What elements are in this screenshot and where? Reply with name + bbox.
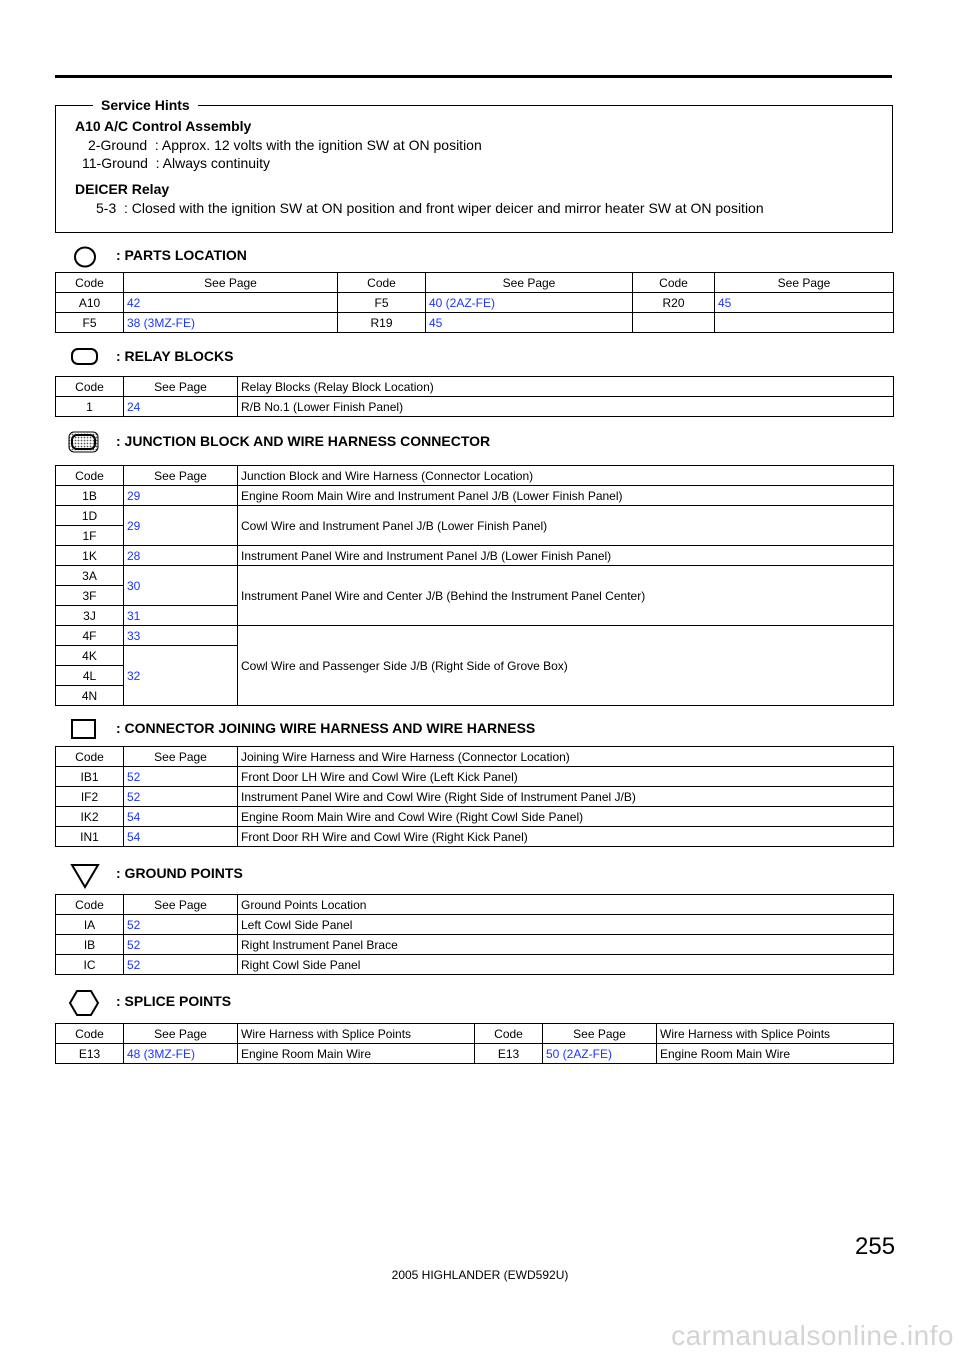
header-cell: Junction Block and Wire Harness (Connector Location) (238, 466, 894, 486)
page-link[interactable]: 32 (124, 646, 238, 706)
relay-blocks-title: : RELAY BLOCKS (116, 348, 234, 364)
code-cell: A10 (56, 293, 124, 313)
code-cell: 3J (56, 606, 124, 626)
hint-line: 5-3 : Closed with the ignition SW at ON position and front wiper deicer and mirror heater SW at ON position (96, 200, 764, 216)
description-cell: Left Cowl Side Panel (238, 915, 894, 935)
page-link[interactable]: 40 (2AZ-FE) (426, 293, 633, 313)
watermark-logo: carmanualsonline.info (671, 1320, 954, 1351)
junction-block-table (55, 465, 894, 706)
page-link[interactable]: 54 (124, 827, 238, 847)
service-hints-title: Service Hints (93, 97, 198, 113)
table-row (56, 397, 894, 417)
table-row (56, 935, 894, 955)
table-header-row (56, 1024, 894, 1044)
header-cell: Wire Harness with Splice Points (238, 1024, 475, 1044)
code-cell: 1K (56, 546, 124, 566)
header-cell: Wire Harness with Splice Points (657, 1024, 894, 1044)
code-cell: 4K (56, 646, 124, 666)
table-row (56, 767, 894, 787)
table-row (56, 546, 894, 566)
header-cell: Ground Points Location (238, 895, 894, 915)
description-cell: Instrument Panel Wire and Instrument Panel J/B (Lower Finish Panel) (238, 546, 894, 566)
page-link[interactable]: 52 (124, 915, 238, 935)
header-cell: Code (56, 466, 124, 486)
header-cell: See Page (715, 273, 894, 293)
table-row (56, 293, 894, 313)
page-link[interactable]: 52 (124, 787, 238, 807)
page-link[interactable]: 33 (124, 626, 238, 646)
header-cell: Code (56, 747, 124, 767)
table-row (56, 827, 894, 847)
code-cell: IK2 (56, 807, 124, 827)
description-cell: Right Instrument Panel Brace (238, 935, 894, 955)
header-cell: Code (56, 1024, 124, 1044)
header-cell: See Page (124, 747, 238, 767)
code-cell: IB (56, 935, 124, 955)
parts-location-table (55, 272, 894, 333)
table-row (56, 486, 894, 506)
page-link[interactable] (715, 313, 894, 333)
hint-heading-deicer: DEICER Relay (75, 181, 170, 197)
code-cell: IF2 (56, 787, 124, 807)
code-cell: R20 (633, 293, 715, 313)
table-header-row (56, 747, 894, 767)
top-rule (55, 75, 892, 78)
footer-model-label: 2005 HIGHLANDER (EWD592U) (391, 1268, 569, 1282)
code-cell: R19 (338, 313, 426, 333)
code-cell: 1F (56, 526, 124, 546)
header-cell: Code (56, 273, 124, 293)
hint-line: 2-Ground : Approx. 12 volts with the ignition SW at ON position (88, 137, 482, 153)
description-cell: Engine Room Main Wire and Cowl Wire (Right Cowl Side Panel) (238, 807, 894, 827)
ground-point-symbol-icon (70, 862, 100, 890)
relay-block-symbol-icon (70, 346, 100, 368)
header-cell: Code (475, 1024, 543, 1044)
code-cell: F5 (338, 293, 426, 313)
table-row (56, 313, 894, 333)
page-link[interactable]: 45 (426, 313, 633, 333)
page-link[interactable]: 30 (124, 566, 238, 606)
description-cell: Cowl Wire and Passenger Side J/B (Right Side of Grove Box) (238, 626, 894, 706)
code-cell: E13 (475, 1044, 543, 1064)
description-cell: Instrument Panel Wire and Cowl Wire (Right Side of Instrument Panel J/B) (238, 787, 894, 807)
code-cell: F5 (56, 313, 124, 333)
header-cell: Joining Wire Harness and Wire Harness (Connector Location) (238, 747, 894, 767)
header-cell: See Page (124, 466, 238, 486)
code-cell: 3F (56, 586, 124, 606)
relay-blocks-table (55, 376, 894, 417)
table-row (56, 506, 894, 526)
header-cell: Code (338, 273, 426, 293)
header-cell: See Page (426, 273, 633, 293)
code-cell: IN1 (56, 827, 124, 847)
page-link[interactable]: 24 (124, 397, 238, 417)
code-cell: 4F (56, 626, 124, 646)
hint-line: 11-Ground : Always continuity (82, 155, 271, 171)
description-cell: Front Door LH Wire and Cowl Wire (Left Kick Panel) (238, 767, 894, 787)
code-cell: IA (56, 915, 124, 935)
code-cell (633, 313, 715, 333)
description-cell: Engine Room Main Wire (238, 1044, 475, 1064)
header-cell: Relay Blocks (Relay Block Location) (238, 377, 894, 397)
ground-points-title: : GROUND POINTS (116, 865, 243, 881)
page-link[interactable]: 48 (3MZ-FE) (124, 1044, 238, 1064)
code-cell: 1B (56, 486, 124, 506)
table-header-row (56, 377, 894, 397)
code-cell: 4L (56, 666, 124, 686)
header-cell: See Page (124, 273, 338, 293)
page-link[interactable]: 42 (124, 293, 338, 313)
connector-joining-title: : CONNECTOR JOINING WIRE HARNESS AND WIRE HARNESS (116, 720, 536, 736)
table-row (56, 915, 894, 935)
code-cell: E13 (56, 1044, 124, 1064)
page-link[interactable]: 29 (124, 486, 238, 506)
header-cell: See Page (124, 895, 238, 915)
code-cell: IB1 (56, 767, 124, 787)
connector-joining-symbol-icon (70, 718, 98, 740)
header-cell: Code (633, 273, 715, 293)
table-header-row (56, 895, 894, 915)
page-number: 255 (855, 1233, 896, 1260)
header-cell: See Page (124, 377, 238, 397)
page-link[interactable]: 52 (124, 955, 238, 975)
code-cell: IC (56, 955, 124, 975)
splice-point-symbol-icon (68, 988, 100, 1018)
description-cell: Right Cowl Side Panel (238, 955, 894, 975)
table-row (56, 787, 894, 807)
table-row (56, 626, 894, 646)
description-cell: Engine Room Main Wire (657, 1044, 894, 1064)
description-cell: Cowl Wire and Instrument Panel J/B (Lower Finish Panel) (238, 506, 894, 546)
page-link[interactable]: 52 (124, 935, 238, 955)
page-link[interactable]: 45 (715, 293, 894, 313)
connector-joining-table (55, 746, 894, 847)
header-cell: Code (56, 895, 124, 915)
table-row (56, 955, 894, 975)
page-link[interactable]: 52 (124, 767, 238, 787)
page-link[interactable]: 54 (124, 807, 238, 827)
table-row (56, 566, 894, 586)
page-link[interactable]: 38 (3MZ-FE) (124, 313, 338, 333)
code-cell: 3A (56, 566, 124, 586)
ground-points-table (55, 894, 894, 975)
splice-points-title: : SPLICE POINTS (116, 993, 232, 1009)
junction-block-symbol-icon (68, 430, 100, 454)
parts-location-symbol-icon (72, 245, 98, 269)
header-cell: Code (56, 377, 124, 397)
description-cell: Front Door RH Wire and Cowl Wire (Right Kick Panel) (238, 827, 894, 847)
code-cell: 1D (56, 506, 124, 526)
hint-heading-a10: A10 A/C Control Assembly (75, 118, 252, 134)
description-cell: Instrument Panel Wire and Center J/B (Behind the Instrument Panel Center) (238, 566, 894, 626)
page-link[interactable]: 31 (124, 606, 238, 626)
page-link[interactable]: 29 (124, 506, 238, 546)
page-link[interactable]: 28 (124, 546, 238, 566)
table-header-row (56, 273, 894, 293)
code-cell: 4N (56, 686, 124, 706)
junction-block-title: : JUNCTION BLOCK AND WIRE HARNESS CONNECTOR (116, 433, 491, 449)
header-cell: See Page (124, 1024, 238, 1044)
page-link[interactable]: 50 (2AZ-FE) (543, 1044, 657, 1064)
parts-location-title: : PARTS LOCATION (116, 247, 247, 263)
description-cell: Engine Room Main Wire and Instrument Panel J/B (Lower Finish Panel) (238, 486, 894, 506)
code-cell: 1 (56, 397, 124, 417)
table-row (56, 807, 894, 827)
header-cell: See Page (543, 1024, 657, 1044)
description-cell: R/B No.1 (Lower Finish Panel) (238, 397, 894, 417)
table-row (56, 1044, 894, 1064)
table-header-row (56, 466, 894, 486)
splice-points-table (55, 1023, 894, 1064)
